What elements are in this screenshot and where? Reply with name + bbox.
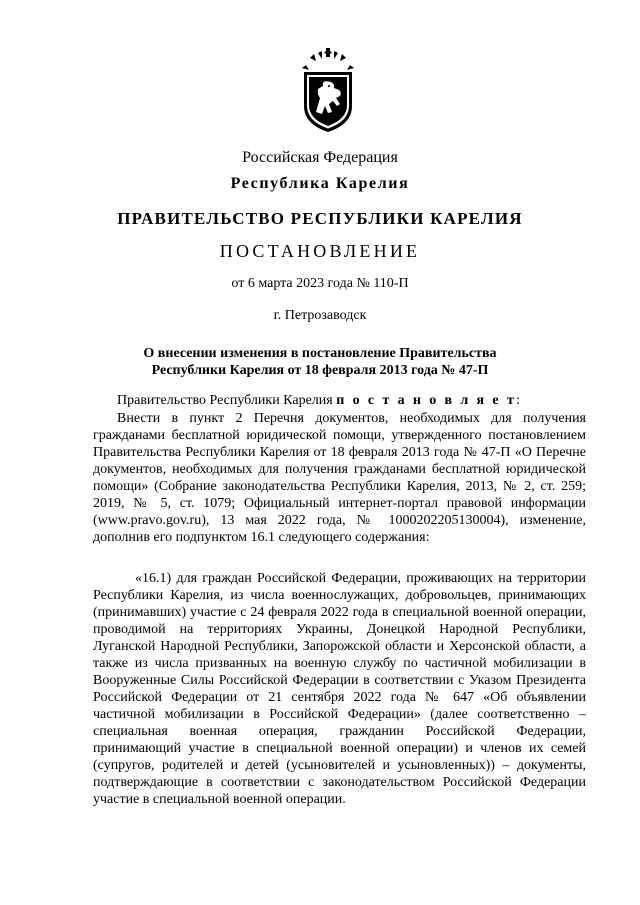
document-subject xyxy=(0,345,640,379)
coat-of-arms-icon xyxy=(296,48,360,134)
paragraph-subitem-16-1: «16.1) для граждан Российской Федерации, проживающих на территории Республики Карелия, из числа военнослужащих, добровольцев, принимающих (принимавших) участие с 24 февраля 2022 года в специальной военной операции, проводимой на территориях Украины, Донецкой Народной Республики, Луганской Народной Республики, Запорожской области и Херсонской области, а также из числа призванных на военную службу по частичной мобилизации в Вооруженные Силы Российской Федерации в соответствии с Указом Президента Российской Федерации от 21 сентября 2022 года № 647 «Об объявлении частичной мобилизации в Российской Федерации» (далее соответственно – специальная военная операция, гражданин Российской Федерации, принимающий участие в специальной военной операции) и членов их семей (супругов, родителей и детей (усыновителей и усыновленных)) – документы, подтверждающие в соответствии с законодательством Российской Федерации участие в специальной военной операции. xyxy=(93,571,586,807)
republic-name: Республика Карелия xyxy=(230,175,410,192)
document-date-number: от 6 марта 2023 года № 110-П xyxy=(231,276,409,291)
intro-prefix: Правительство Республики Карелия xyxy=(117,393,337,408)
subject-line-2: Республики Карелия от 18 февраля 2013 года № 47-П xyxy=(151,363,489,378)
resolution-intro xyxy=(93,392,586,409)
document-city: г. Петрозаводск xyxy=(273,308,367,323)
subject-line-1: О внесении изменения в постановление Правительства xyxy=(143,346,497,361)
government-name: ПРАВИТЕЛЬСТВО РЕСПУБЛИКИ КАРЕЛИЯ xyxy=(117,209,523,228)
country-name: Российская Федерация xyxy=(242,149,398,166)
document-type: ПОСТАНОВЛЕНИЕ xyxy=(219,241,421,261)
intro-suffix: : xyxy=(516,393,521,408)
intro-verb: п о с т а н о в л я е т xyxy=(336,393,517,408)
paragraph-amendment: Внести в пункт 2 Перечня документов, необходимых для получения гражданами бесплатной юридической помощи, утвержденного постановлением Правительства Республики Карелия от 18 февраля 2013 года № 47-П «О Перечне документов, необходимых для получения гражданами бесплатной юридической помощи» (Собрание законодательства Республики Карелия, 2013, № 2, ст. 259; 2019, № 5, ст. 1079; Официальный интернет-портал правовой информации (www.pravo.gov.ru), 13 мая 2022 года, № 1000202205130004), изменение, дополнив его подпунктом 16.1 следующего содержания: xyxy=(93,411,586,545)
